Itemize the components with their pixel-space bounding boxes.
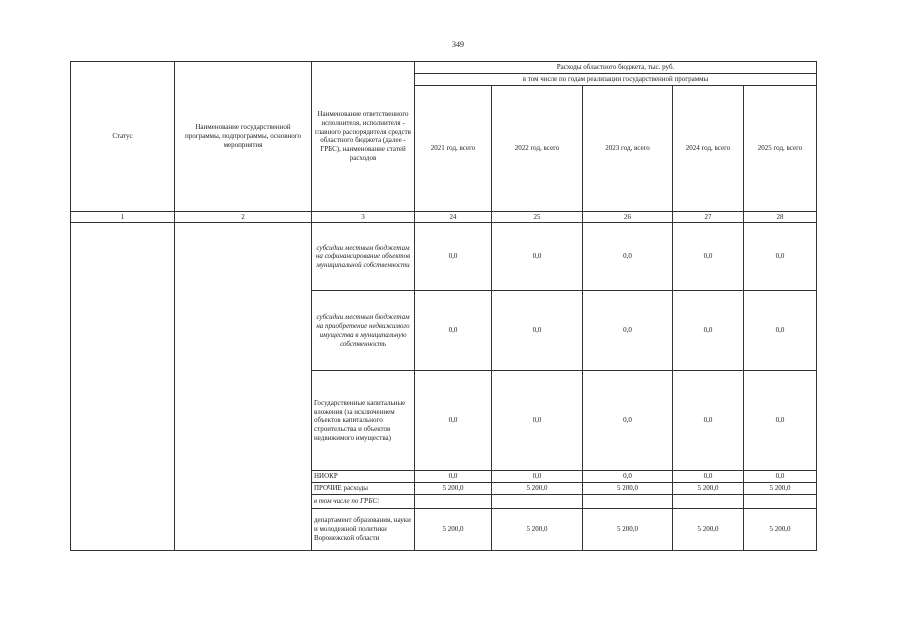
header-by-years: в том числе по годам реализации государственной программы <box>415 73 817 85</box>
row-value: 5 200,0 <box>583 508 673 550</box>
row-value: 5 200,0 <box>744 483 817 495</box>
row-value <box>415 494 492 508</box>
page-number: 349 <box>452 40 464 49</box>
row-value: 0,0 <box>673 223 744 291</box>
row-value <box>744 494 817 508</box>
row-value: 0,0 <box>492 291 583 371</box>
row-value: 5 200,0 <box>744 508 817 550</box>
row-value: 0,0 <box>673 371 744 471</box>
row-value: 0,0 <box>583 371 673 471</box>
header-year: 2023 год, всего <box>583 85 673 211</box>
row-label: субсидии местным бюджетам на софинансирование объектов муниципальной собственности <box>312 223 415 291</box>
row-value: 5 200,0 <box>415 483 492 495</box>
row-value: 0,0 <box>583 471 673 483</box>
header-program-name: Наименование государственной программы, подпрограммы, основного мероприятия <box>175 62 312 212</box>
row-value: 0,0 <box>744 371 817 471</box>
row-value: 5 200,0 <box>673 483 744 495</box>
header-year: 2021 год, всего <box>415 85 492 211</box>
row-value: 0,0 <box>744 471 817 483</box>
header-year: 2025 год, всего <box>744 85 817 211</box>
row-value: 5 200,0 <box>583 483 673 495</box>
row-label: ПРОЧИЕ расходы <box>312 483 415 495</box>
column-number: 28 <box>744 211 817 223</box>
column-number: 27 <box>673 211 744 223</box>
row-value: 0,0 <box>673 471 744 483</box>
row-value: 0,0 <box>415 371 492 471</box>
header-year: 2022 год, всего <box>492 85 583 211</box>
header-status: Статус <box>71 62 175 212</box>
column-number: 24 <box>415 211 492 223</box>
row-value: 0,0 <box>583 291 673 371</box>
row-value: 0,0 <box>415 471 492 483</box>
row-label: департамент образования, науки и молодежной политики Воронежской области <box>312 508 415 550</box>
budget-table <box>70 61 817 551</box>
row-value <box>583 494 673 508</box>
row-value: 0,0 <box>492 371 583 471</box>
row-label: Государственные капитальные вложения (за исключением объектов капитального строительства и объектов недвижимого имущества) <box>312 371 415 471</box>
header-year: 2024 год, всего <box>673 85 744 211</box>
row-value <box>673 494 744 508</box>
header-expenses-title: Расходы областного бюджета, тыс. руб. <box>415 62 817 74</box>
row-label: субсидии местным бюджетам на приобретение недвижимого имущества в муниципальную собственность <box>312 291 415 371</box>
row-value: 0,0 <box>415 291 492 371</box>
row-value: 5 200,0 <box>673 508 744 550</box>
column-number: 25 <box>492 211 583 223</box>
row-value: 0,0 <box>744 291 817 371</box>
column-number: 2 <box>175 211 312 223</box>
row-value: 0,0 <box>492 223 583 291</box>
row-value: 5 200,0 <box>492 508 583 550</box>
column-number: 26 <box>583 211 673 223</box>
row-value: 0,0 <box>492 471 583 483</box>
row-label: в том числе по ГРБС: <box>312 494 415 508</box>
row-value: 0,0 <box>744 223 817 291</box>
row-value: 5 200,0 <box>492 483 583 495</box>
row-value: 0,0 <box>673 291 744 371</box>
row-value: 5 200,0 <box>415 508 492 550</box>
row-value: 0,0 <box>583 223 673 291</box>
column-number: 1 <box>71 211 175 223</box>
program-name-cell <box>175 223 312 551</box>
status-cell <box>71 223 175 551</box>
column-number: 3 <box>312 211 415 223</box>
row-label: НИОКР <box>312 471 415 483</box>
header-executor: Наименование ответственного исполнителя, исполнителя - главного распорядителя средств областного бюджета (далее - ГРБС), наименование статей расходов <box>312 62 415 212</box>
row-value <box>492 494 583 508</box>
row-value: 0,0 <box>415 223 492 291</box>
